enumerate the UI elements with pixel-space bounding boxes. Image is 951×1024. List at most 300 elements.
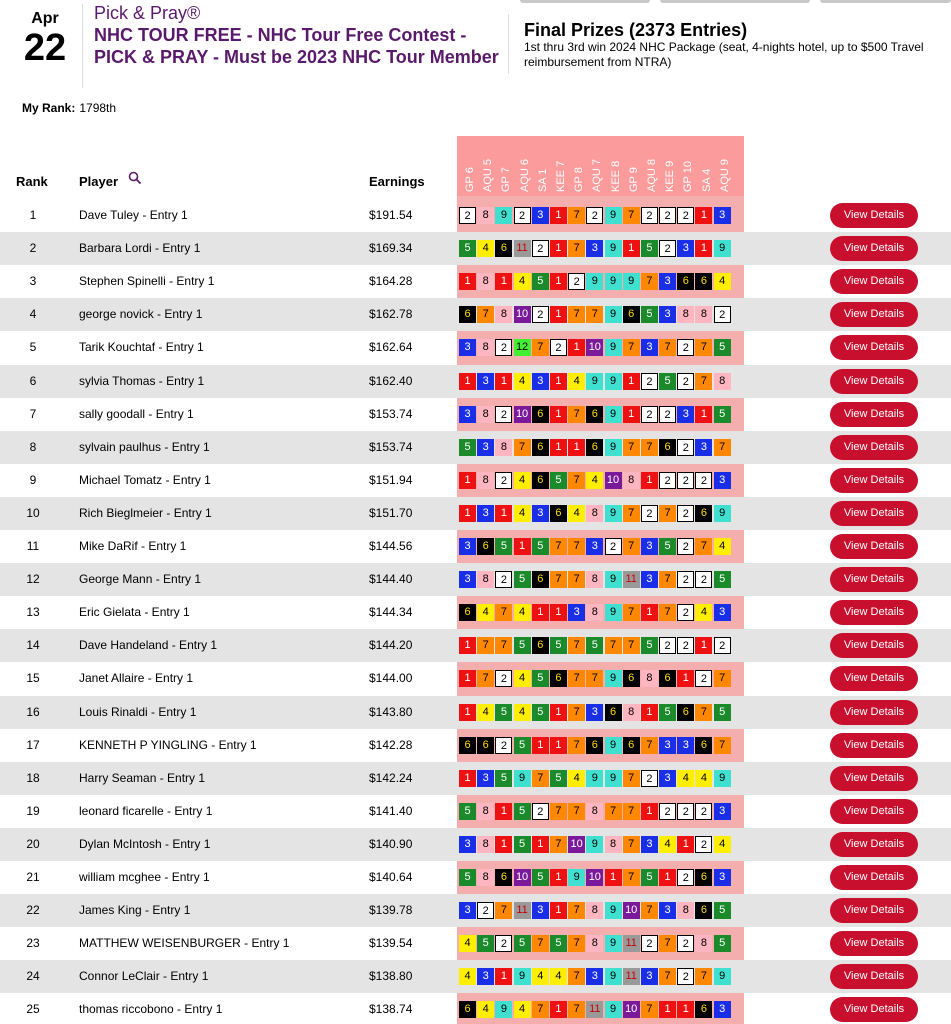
pick-saddlecloth: 1: [677, 836, 694, 853]
view-details-button[interactable]: View Details: [830, 733, 918, 758]
row-rank: 5: [29, 340, 37, 355]
pick-saddlecloth: 7: [532, 1001, 549, 1018]
pick-saddlecloth: 6: [532, 571, 549, 588]
table-row: [0, 365, 951, 398]
pick-saddlecloth: 2: [641, 406, 658, 423]
view-details-button[interactable]: View Details: [830, 402, 918, 427]
pick-saddlecloth: 6: [695, 737, 712, 754]
pick-saddlecloth: 3: [641, 538, 658, 555]
pick-saddlecloth: 2: [677, 803, 694, 820]
row-rank: 15: [26, 671, 40, 686]
pick-saddlecloth: 4: [514, 604, 531, 621]
view-details-button[interactable]: View Details: [830, 666, 918, 691]
view-details-button[interactable]: View Details: [830, 236, 918, 261]
pick-saddlecloth: 5: [550, 637, 567, 654]
race-label-text: GP 10: [682, 161, 695, 192]
race-label: [552, 136, 570, 194]
row-player-name: Harry Seaman - Entry 1: [79, 770, 206, 785]
pick-saddlecloth: 2: [495, 737, 512, 754]
view-details-button[interactable]: View Details: [830, 997, 918, 1022]
table-row: [0, 398, 951, 431]
pick-saddlecloth: 10: [514, 306, 531, 323]
pick-saddlecloth: 3: [568, 604, 585, 621]
pick-saddlecloth: 6: [459, 306, 476, 323]
race-label: [698, 136, 716, 194]
row-earnings: $144.40: [369, 572, 413, 587]
pick-saddlecloth: 9: [586, 373, 603, 390]
pick-saddlecloth: 5: [659, 538, 676, 555]
pick-saddlecloth: 6: [459, 1001, 476, 1018]
pick-saddlecloth: 6: [477, 538, 494, 555]
pick-saddlecloth: 6: [459, 737, 476, 754]
row-player-name: Dave Tuley - Entry 1: [79, 208, 188, 222]
row-rank: 12: [26, 572, 40, 587]
pick-saddlecloth: 3: [532, 505, 549, 522]
pick-saddlecloth: 4: [514, 704, 531, 721]
pick-saddlecloth: 3: [641, 339, 658, 356]
pick-saddlecloth: 7: [568, 737, 585, 754]
table-row: [0, 828, 951, 861]
view-details-button[interactable]: View Details: [830, 799, 918, 824]
pick-saddlecloth: 6: [677, 273, 694, 290]
row-player-name: george novick - Entry 1: [79, 307, 203, 322]
pick-saddlecloth: 5: [495, 770, 512, 787]
row-picks: [459, 339, 732, 356]
pick-saddlecloth: 1: [459, 373, 476, 390]
pick-saddlecloth: 1: [495, 273, 512, 290]
pick-saddlecloth: 8: [477, 207, 494, 224]
view-details-button[interactable]: View Details: [830, 832, 918, 857]
earnings-column-header: Earnings: [369, 174, 425, 189]
row-earnings: $139.78: [369, 903, 413, 918]
pick-saddlecloth: 8: [586, 902, 603, 919]
pick-saddlecloth: 1: [550, 373, 567, 390]
pick-saddlecloth: 8: [605, 836, 622, 853]
pick-saddlecloth: 9: [605, 207, 622, 224]
pick-saddlecloth: 10: [586, 869, 603, 886]
view-details-button[interactable]: View Details: [830, 633, 918, 658]
race-label-text: SA 1: [536, 168, 549, 192]
pick-saddlecloth: 2: [514, 207, 531, 224]
pick-saddlecloth: 1: [641, 472, 658, 489]
pick-saddlecloth: 4: [459, 968, 476, 985]
pick-saddlecloth: 4: [659, 836, 676, 853]
pick-saddlecloth: 3: [677, 240, 694, 257]
pick-saddlecloth: 7: [641, 1001, 658, 1018]
pick-saddlecloth: 10: [586, 339, 603, 356]
pick-saddlecloth: 11: [623, 571, 640, 588]
pick-saddlecloth: 3: [459, 836, 476, 853]
pick-saddlecloth: 2: [695, 803, 712, 820]
pick-saddlecloth: 3: [714, 207, 731, 224]
pick-saddlecloth: 1: [623, 240, 640, 257]
row-earnings: $151.70: [369, 505, 413, 520]
pick-saddlecloth: 9: [514, 968, 531, 985]
pick-saddlecloth: 3: [477, 770, 494, 787]
row-earnings: $191.54: [369, 208, 413, 222]
pick-saddlecloth: 2: [659, 406, 676, 423]
pick-saddlecloth: 2: [677, 339, 694, 356]
row-rank: 19: [26, 803, 40, 818]
divider: [82, 4, 83, 88]
my-rank-value: 1798th: [79, 101, 117, 115]
view-details-button[interactable]: View Details: [830, 203, 918, 228]
pick-saddlecloth: 9: [605, 505, 622, 522]
contest-info: [94, 2, 504, 68]
pick-saddlecloth: 8: [714, 373, 731, 390]
pick-saddlecloth: 3: [695, 439, 712, 456]
row-earnings: $140.90: [369, 836, 413, 851]
pick-saddlecloth: 5: [714, 902, 731, 919]
pick-saddlecloth: 6: [495, 240, 512, 257]
pick-saddlecloth: 2: [495, 935, 512, 952]
pick-saddlecloth: 3: [641, 968, 658, 985]
view-details-button[interactable]: View Details: [830, 501, 918, 526]
row-rank: 11: [26, 539, 40, 553]
row-earnings: $139.54: [369, 936, 413, 951]
view-details-button[interactable]: View Details: [830, 898, 918, 923]
pick-saddlecloth: 1: [495, 836, 512, 853]
row-rank: 6: [29, 373, 37, 388]
pick-saddlecloth: 1: [695, 207, 712, 224]
pick-saddlecloth: 3: [714, 604, 731, 621]
pick-saddlecloth: 3: [586, 968, 603, 985]
row-player-name: MATTHEW WEISENBURGER - Entry 1: [79, 936, 290, 951]
pick-saddlecloth: 7: [568, 803, 585, 820]
row-picks: [459, 604, 732, 621]
pick-saddlecloth: 7: [532, 770, 549, 787]
row-picks: [459, 571, 732, 588]
pick-saddlecloth: 1: [495, 373, 512, 390]
table-row: [0, 729, 951, 762]
pick-saddlecloth: 6: [532, 439, 549, 456]
row-player-name: KENNETH P YINGLING - Entry 1: [79, 737, 257, 752]
pick-saddlecloth: 7: [623, 803, 640, 820]
pick-saddlecloth: 2: [605, 538, 622, 555]
pick-saddlecloth: 8: [586, 571, 603, 588]
pick-saddlecloth: 7: [623, 637, 640, 654]
row-rank: 4: [29, 307, 37, 322]
table-row: [0, 232, 951, 265]
pick-saddlecloth: 7: [568, 935, 585, 952]
view-details-button[interactable]: View Details: [830, 567, 918, 592]
view-details-button[interactable]: View Details: [830, 700, 918, 725]
pick-saddlecloth: 5: [514, 836, 531, 853]
pick-saddlecloth: 9: [586, 273, 603, 290]
view-details-button[interactable]: View Details: [830, 534, 918, 559]
row-picks: [459, 704, 732, 721]
pick-saddlecloth: 9: [495, 1001, 512, 1018]
pick-saddlecloth: 5: [550, 770, 567, 787]
row-rank: 1: [29, 208, 37, 222]
pick-saddlecloth: 3: [459, 902, 476, 919]
pick-saddlecloth: 9: [605, 1001, 622, 1018]
pick-saddlecloth: 1: [677, 670, 694, 687]
pick-saddlecloth: 7: [477, 306, 494, 323]
view-details-button[interactable]: View Details: [830, 435, 918, 460]
pick-saddlecloth: 3: [714, 803, 731, 820]
race-label: [461, 136, 479, 194]
row-player-name: Connor LeClair - Entry 1: [79, 969, 209, 984]
pick-saddlecloth: 9: [714, 968, 731, 985]
row-earnings: $144.20: [369, 638, 413, 653]
row-earnings: $141.40: [369, 803, 413, 818]
row-earnings: $144.34: [369, 605, 413, 620]
player-column-header: Player: [79, 174, 119, 189]
pick-saddlecloth: 1: [550, 306, 567, 323]
race-label: [570, 136, 588, 194]
pick-saddlecloth: 5: [532, 538, 549, 555]
pick-saddlecloth: 8: [477, 869, 494, 886]
pick-saddlecloth: 2: [477, 902, 494, 919]
pick-saddlecloth: 6: [550, 505, 567, 522]
pick-saddlecloth: 1: [550, 902, 567, 919]
pick-saddlecloth: 3: [677, 737, 694, 754]
pick-saddlecloth: 3: [659, 737, 676, 754]
pick-saddlecloth: 1: [550, 439, 567, 456]
table-row: [0, 696, 951, 729]
view-details-button[interactable]: View Details: [830, 600, 918, 625]
pick-saddlecloth: 5: [477, 935, 494, 952]
date-day: 22: [23, 27, 67, 69]
pick-saddlecloth: 3: [477, 505, 494, 522]
pick-saddlecloth: 6: [586, 406, 603, 423]
pick-saddlecloth: 7: [532, 935, 549, 952]
pick-saddlecloth: 1: [550, 1001, 567, 1018]
pick-saddlecloth: 7: [641, 273, 658, 290]
view-details-button[interactable]: View Details: [830, 269, 918, 294]
pick-saddlecloth: 11: [514, 240, 531, 257]
pick-saddlecloth: 7: [568, 902, 585, 919]
pick-saddlecloth: 6: [532, 637, 549, 654]
pick-saddlecloth: 6: [495, 869, 512, 886]
pick-saddlecloth: 3: [641, 571, 658, 588]
pick-saddlecloth: 8: [677, 902, 694, 919]
pick-saddlecloth: 2: [641, 770, 658, 787]
view-details-button[interactable]: View Details: [830, 302, 918, 327]
pick-saddlecloth: 7: [695, 968, 712, 985]
view-details-button[interactable]: View Details: [830, 468, 918, 493]
row-player-name: Janet Allaire - Entry 1: [79, 671, 194, 686]
race-label-text: AQU 8: [646, 158, 658, 192]
pick-saddlecloth: 2: [677, 935, 694, 952]
pick-saddlecloth: 2: [495, 339, 512, 356]
pick-saddlecloth: 4: [459, 935, 476, 952]
pick-saddlecloth: 1: [495, 505, 512, 522]
pick-saddlecloth: 7: [568, 968, 585, 985]
pick-saddlecloth: 7: [550, 538, 567, 555]
pick-saddlecloth: 7: [568, 704, 585, 721]
pick-saddlecloth: 3: [477, 439, 494, 456]
pick-saddlecloth: 8: [586, 505, 603, 522]
row-rank: 24: [26, 969, 40, 984]
pick-saddlecloth: 7: [532, 339, 549, 356]
pick-saddlecloth: 7: [623, 207, 640, 224]
pick-saddlecloth: 1: [550, 704, 567, 721]
row-rank: 7: [29, 406, 37, 421]
pick-saddlecloth: 2: [641, 207, 658, 224]
pick-saddlecloth: 2: [532, 803, 549, 820]
pick-saddlecloth: 7: [659, 604, 676, 621]
row-rank: 18: [26, 770, 40, 785]
pick-saddlecloth: 4: [550, 968, 567, 985]
pick-saddlecloth: 9: [495, 207, 512, 224]
row-earnings: $142.28: [369, 737, 413, 752]
pick-saddlecloth: 3: [477, 373, 494, 390]
pick-saddlecloth: 1: [495, 803, 512, 820]
row-picks: [459, 472, 732, 489]
pick-saddlecloth: 7: [605, 803, 622, 820]
row-rank: 21: [26, 870, 40, 884]
row-earnings: $153.74: [369, 439, 413, 454]
pick-saddlecloth: 5: [532, 670, 549, 687]
pick-saddlecloth: 1: [641, 803, 658, 820]
pick-saddlecloth: 9: [605, 373, 622, 390]
row-earnings: $153.74: [369, 406, 413, 421]
pick-saddlecloth: 2: [677, 439, 694, 456]
row-picks: [459, 273, 732, 290]
pick-saddlecloth: 2: [495, 472, 512, 489]
pick-saddlecloth: 5: [641, 306, 658, 323]
pick-saddlecloth: 6: [695, 869, 712, 886]
race-label-text: AQU 7: [591, 158, 604, 192]
row-earnings: $144.00: [369, 671, 413, 686]
row-picks: [459, 439, 732, 456]
pick-saddlecloth: 7: [568, 1001, 585, 1018]
pick-saddlecloth: 5: [659, 704, 676, 721]
pick-saddlecloth: 2: [714, 637, 731, 654]
row-player-name: Dave Handeland - Entry 1: [79, 638, 218, 653]
pick-saddlecloth: 8: [586, 604, 603, 621]
pick-saddlecloth: 9: [714, 240, 731, 257]
view-details-button[interactable]: View Details: [830, 931, 918, 956]
race-label: [625, 136, 643, 194]
view-details-button[interactable]: View Details: [830, 369, 918, 394]
pick-saddlecloth: 8: [477, 803, 494, 820]
pick-saddlecloth: 2: [659, 472, 676, 489]
pick-saddlecloth: 11: [586, 1001, 603, 1018]
table-row: [0, 861, 951, 894]
search-icon[interactable]: [128, 171, 142, 185]
pick-saddlecloth: 3: [459, 571, 476, 588]
pick-saddlecloth: 1: [550, 207, 567, 224]
pick-saddlecloth: 1: [550, 406, 567, 423]
pick-saddlecloth: 6: [695, 505, 712, 522]
pick-saddlecloth: 5: [514, 571, 531, 588]
pick-saddlecloth: 1: [659, 869, 676, 886]
pick-saddlecloth: 5: [550, 935, 567, 952]
pick-saddlecloth: 3: [586, 704, 603, 721]
pick-saddlecloth: 6: [477, 737, 494, 754]
pick-saddlecloth: 4: [514, 670, 531, 687]
pick-saddlecloth: 8: [641, 670, 658, 687]
pick-saddlecloth: 5: [714, 704, 731, 721]
pick-saddlecloth: 2: [695, 472, 712, 489]
row-earnings: $138.80: [369, 969, 413, 984]
pick-saddlecloth: 11: [514, 902, 531, 919]
row-rank: 20: [26, 836, 40, 851]
row-earnings: $162.64: [369, 340, 413, 355]
race-label-text: GP 6: [464, 167, 476, 192]
pick-saddlecloth: 9: [605, 935, 622, 952]
pick-saddlecloth: 2: [641, 505, 658, 522]
table-row: [0, 762, 951, 795]
pick-saddlecloth: 8: [477, 273, 494, 290]
pick-saddlecloth: 4: [714, 273, 731, 290]
pick-saddlecloth: 1: [459, 637, 476, 654]
race-label: [643, 136, 661, 194]
view-details-button[interactable]: View Details: [830, 964, 918, 989]
pick-saddlecloth: 6: [623, 306, 640, 323]
view-details-button[interactable]: View Details: [830, 766, 918, 791]
pick-saddlecloth: 7: [477, 670, 494, 687]
pick-saddlecloth: 3: [459, 339, 476, 356]
pick-saddlecloth: 10: [605, 472, 622, 489]
row-picks: [459, 240, 732, 257]
pick-saddlecloth: 2: [677, 538, 694, 555]
pick-saddlecloth: 2: [695, 571, 712, 588]
row-picks: [459, 836, 732, 853]
row-picks: [459, 538, 732, 555]
pick-saddlecloth: 8: [677, 306, 694, 323]
pick-saddlecloth: 5: [532, 704, 549, 721]
pick-saddlecloth: 2: [677, 637, 694, 654]
pick-saddlecloth: 10: [623, 902, 640, 919]
row-player-name: Louis Rinaldi - Entry 1: [79, 704, 197, 719]
pick-saddlecloth: 9: [605, 406, 622, 423]
pick-saddlecloth: 6: [532, 472, 549, 489]
pick-saddlecloth: 5: [714, 339, 731, 356]
pick-saddlecloth: 6: [659, 670, 676, 687]
row-player-name: william mcghee - Entry 1: [79, 870, 210, 884]
pick-saddlecloth: 4: [514, 273, 531, 290]
pick-saddlecloth: 7: [495, 637, 512, 654]
table-row: [0, 563, 951, 596]
pick-saddlecloth: 10: [514, 406, 531, 423]
pick-saddlecloth: 6: [605, 704, 622, 721]
pick-saddlecloth: 2: [586, 207, 603, 224]
pick-saddlecloth: 5: [514, 737, 531, 754]
pick-saddlecloth: 1: [459, 273, 476, 290]
pick-saddlecloth: 6: [623, 670, 640, 687]
row-picks: [459, 306, 732, 323]
row-picks: [459, 670, 732, 687]
prizes-title: Final Prizes (2373 Entries): [524, 20, 748, 40]
pick-saddlecloth: 7: [623, 538, 640, 555]
race-label: [716, 136, 734, 194]
pick-saddlecloth: 1: [459, 670, 476, 687]
pick-saddlecloth: 2: [568, 273, 585, 290]
row-earnings: $142.24: [369, 770, 413, 785]
pick-saddlecloth: 10: [514, 869, 531, 886]
pick-saddlecloth: 9: [605, 273, 622, 290]
race-header: [457, 136, 744, 196]
pick-saddlecloth: 7: [568, 207, 585, 224]
pick-saddlecloth: 2: [641, 935, 658, 952]
prizes-description: 1st thru 3rd win 2024 NHC Package (seat, 4-nights hotel, up to $500 Travel reimbursement from NTRA): [524, 40, 924, 69]
row-picks: [459, 505, 732, 522]
row-rank: 13: [26, 605, 40, 620]
pick-saddlecloth: 9: [605, 670, 622, 687]
pick-saddlecloth: 3: [714, 869, 731, 886]
view-details-button[interactable]: View Details: [830, 865, 918, 890]
view-details-button[interactable]: View Details: [830, 335, 918, 360]
row-rank: 22: [26, 903, 40, 918]
pick-saddlecloth: 4: [714, 836, 731, 853]
pick-saddlecloth: 5: [532, 273, 549, 290]
pick-saddlecloth: 7: [623, 836, 640, 853]
row-picks: [459, 902, 732, 919]
